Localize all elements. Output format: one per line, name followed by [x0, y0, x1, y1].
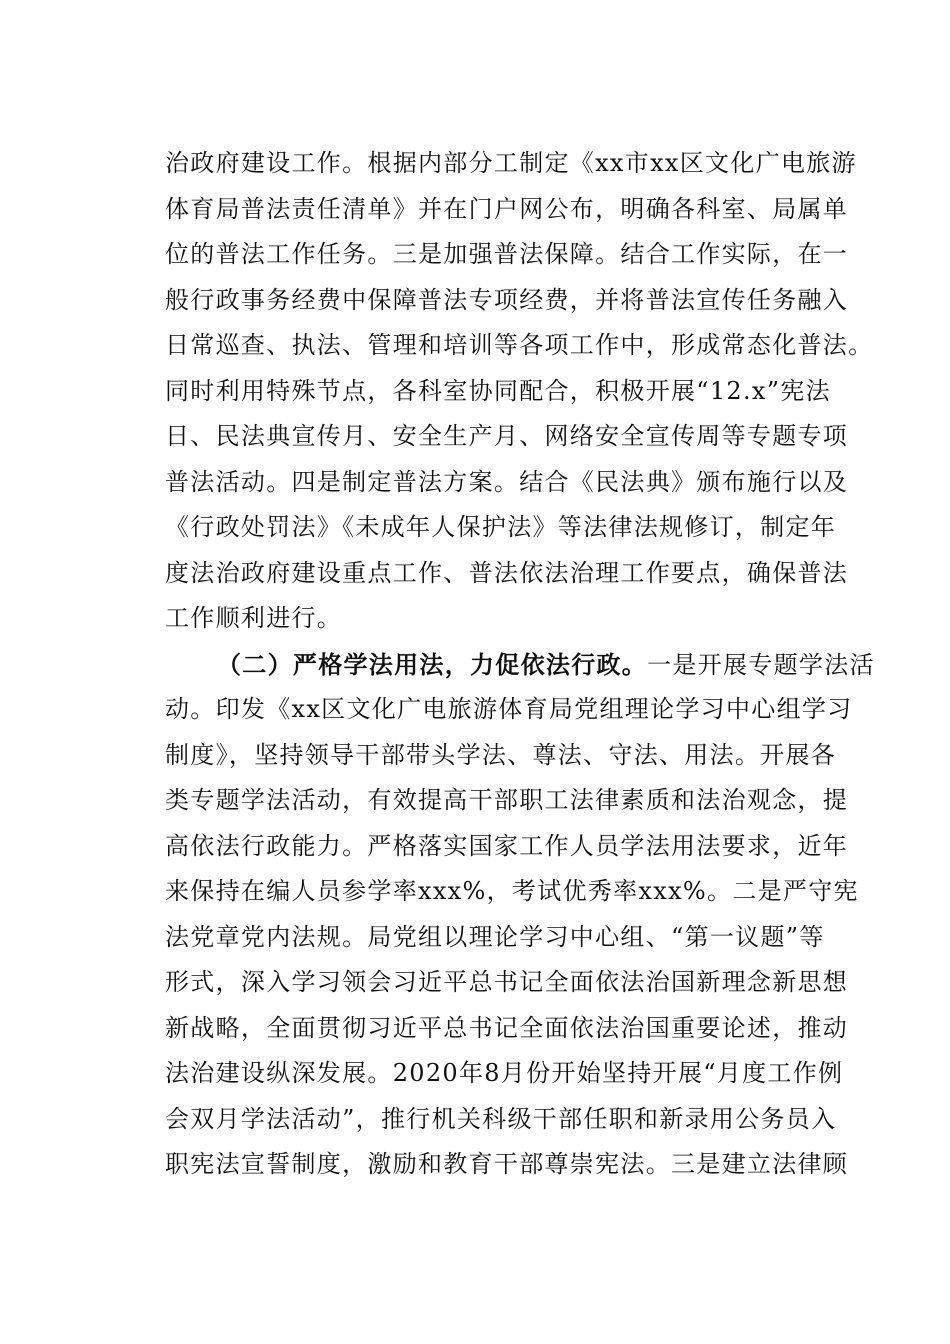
text-line: 类专题学法活动，有效提高干部职工法律素质和法治观念，提 — [165, 786, 849, 814]
text-line: 般行政事务经费中保障普法专项经费，并将普法宣传任务融入 — [165, 285, 849, 314]
text-line: 高依法行政能力。严格落实国家工作人员学法用法要求，近年 — [165, 831, 849, 860]
text-line: 法党章党内法规。局党组以理论学习中心组、“第一议题”等 — [165, 922, 825, 951]
text-line: 动。印发《xx区文化广电旅游体育局党组理论学习中心组学习 — [165, 695, 853, 723]
text-line: 工作顺利进行。 — [165, 604, 343, 632]
text-line: 普法活动。四是制定普法方案。结合《民法典》颁布施行以及 — [165, 467, 849, 496]
text-line: 制度》，坚持领导干部带头学法、尊法、守法、用法。开展各 — [165, 740, 837, 769]
text-line: 位的普法工作任务。三是加强普法保障。结合工作实际，在一 — [165, 240, 849, 268]
text-line: 治政府建设工作。根据内部分工制定《xx市xx区文化广电旅游 — [165, 149, 857, 177]
text-line: 来保持在编人员参学率xxx%，考试优秀率xxx%。二是严守宪 — [165, 877, 859, 905]
text-line: 法治建设纵深发展。2020年8月份开始坚持开展“月度工作例 — [165, 1059, 844, 1087]
text-line: 同时利用特殊节点，各科室协同配合，积极开展“12.x”宪法 — [165, 376, 831, 405]
text-line: 形式，深入学习领会习近平总书记全面依法治国新理念新思想 — [165, 968, 849, 996]
text-run: 一是开展专题学法活 — [647, 650, 875, 679]
text-line: 日常巡查、执法、管理和培训等各项工作中，形成常态化普法。 — [165, 331, 874, 359]
document-body — [165, 141, 875, 1188]
text-line: 度法治政府建设重点工作、普法依法治理工作要点，确保普法 — [165, 558, 849, 587]
text-line: 体育局普法责任清单》并在门户网公布，明确各科室、局属单 — [165, 194, 849, 223]
text-line: 《行政处罚法》《未成年人保护法》等法律法规修订，制定年 — [165, 513, 837, 541]
text-line: 新战略，全面贯彻习近平总书记全面依法治国重要论述，推动 — [165, 1013, 849, 1042]
text-line — [165, 642, 875, 688]
paragraph-2 — [165, 642, 875, 1188]
text-line: 职宪法宣誓制度，激励和教育干部尊崇宪法。三是建立法律顾 — [165, 1150, 849, 1178]
text-line: 会双月学法活动”，推行机关科级干部任职和新录用公务员入 — [165, 1104, 837, 1133]
text-line: 日、民法典宣传月、安全生产月、网络安全宣传周等专题专项 — [165, 422, 849, 450]
paragraph-1 — [165, 141, 874, 642]
section-heading: （二）严格学法用法，力促依法行政。 — [217, 649, 648, 679]
